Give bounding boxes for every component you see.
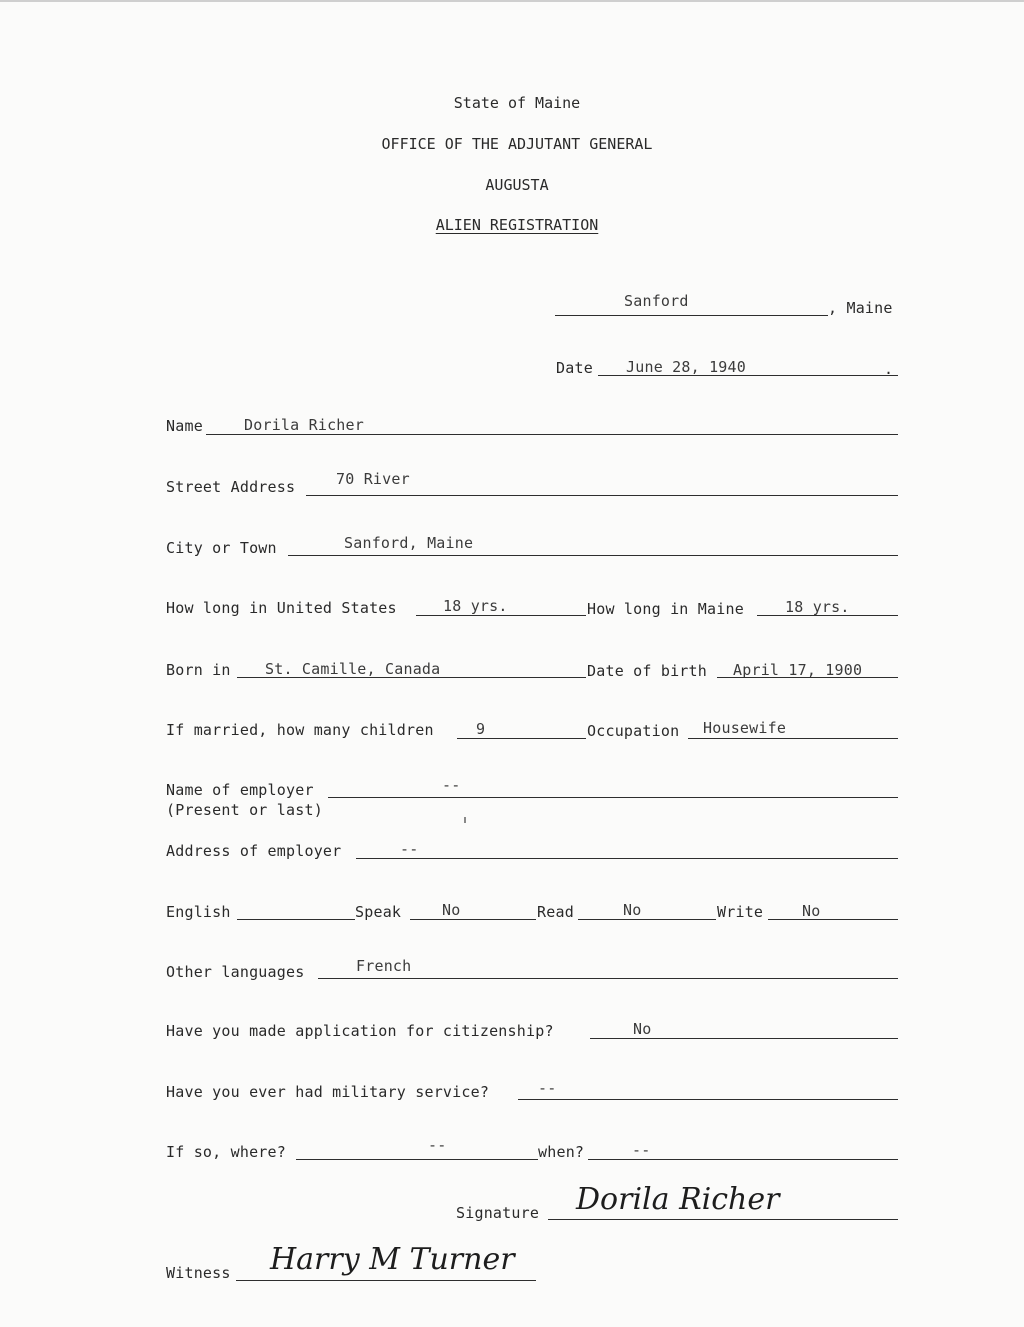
location-line [555, 315, 828, 316]
witness-label: Witness [166, 1264, 231, 1282]
military-value: -- [538, 1079, 557, 1097]
citizenship-line [590, 1038, 898, 1039]
write-label: Write [717, 903, 764, 921]
speak-label: Speak [355, 903, 402, 921]
dob-value: April 17, 1900 [733, 661, 863, 679]
maine-residence-label: How long in Maine [587, 600, 744, 618]
employer-address-value: -- [400, 840, 419, 858]
street-line [306, 495, 898, 496]
name-value: Dorila Richer [244, 416, 364, 434]
when-value: -- [632, 1141, 651, 1159]
employer-value: -- [442, 776, 461, 794]
occupation-value: Housewife [703, 719, 787, 737]
employer-address-label: Address of employer [166, 842, 342, 860]
write-line [768, 919, 898, 920]
speak-value: No [442, 901, 461, 919]
english-label: English [166, 903, 231, 921]
employer-sublabel: (Present or last) [166, 801, 323, 819]
read-line [578, 919, 716, 920]
where-label: If so, where? [166, 1143, 286, 1161]
languages-label: Other languages [166, 963, 305, 981]
born-value: St. Camille, Canada [265, 660, 441, 678]
dob-label: Date of birth [587, 662, 707, 680]
signature-line [548, 1219, 898, 1220]
children-line [457, 738, 586, 739]
born-line [237, 677, 586, 678]
name-line [206, 434, 898, 435]
languages-line [318, 978, 898, 979]
us-residence-line [416, 615, 586, 616]
city-label: City or Town [166, 539, 277, 557]
when-line [588, 1159, 898, 1160]
witness-line [236, 1280, 536, 1281]
military-line [518, 1099, 898, 1100]
state-heading: State of Maine [453, 94, 581, 112]
languages-value: French [356, 957, 412, 975]
date-label: Date [556, 359, 593, 377]
occupation-label: Occupation [587, 722, 680, 740]
witness-handwriting: Harry M Turner [270, 1242, 515, 1277]
children-label: If married, how many children [166, 721, 434, 739]
write-value: No [802, 902, 821, 920]
english-line [237, 919, 355, 920]
employer-line [328, 797, 898, 798]
form-title: ALIEN REGISTRATION [435, 216, 599, 234]
office-heading: OFFICE OF THE ADJUTANT GENERAL [381, 135, 653, 153]
citizenship-value: No [633, 1020, 652, 1038]
street-value: 70 River [336, 470, 410, 488]
occupation-line [688, 738, 898, 739]
military-label: Have you ever had military service? [166, 1083, 490, 1101]
where-line [296, 1159, 538, 1160]
date-end-mark: . [884, 360, 894, 378]
date-line [598, 375, 898, 376]
signature-handwriting: Dorila Richer [576, 1182, 780, 1217]
read-value: No [623, 901, 642, 919]
city-heading: AUGUSTA [485, 176, 549, 194]
city-value: Sanford, Maine [344, 534, 474, 552]
employer-address-line [356, 858, 898, 859]
signature-label: Signature [456, 1204, 540, 1222]
city-line [288, 555, 898, 556]
location-state: , Maine [828, 299, 893, 317]
us-residence-label: How long in United States [166, 599, 397, 617]
maine-residence-line [757, 615, 898, 616]
maine-residence-value: 18 yrs. [785, 598, 850, 616]
speak-line [410, 919, 536, 920]
read-label: Read [537, 903, 574, 921]
where-value: -- [428, 1136, 447, 1154]
location-town: Sanford [624, 292, 689, 310]
citizenship-label: Have you made application for citizenship? [166, 1022, 554, 1040]
street-label: Street Address [166, 478, 296, 496]
name-label: Name [166, 417, 203, 435]
ink-speck [464, 817, 466, 823]
date-value: June 28, 1940 [626, 358, 746, 376]
dob-line [717, 677, 898, 678]
employer-label: Name of employer [166, 781, 314, 799]
when-label: when? [538, 1143, 585, 1161]
us-residence-value: 18 yrs. [443, 597, 508, 615]
born-label: Born in [166, 661, 231, 679]
children-value: 9 [476, 720, 486, 738]
